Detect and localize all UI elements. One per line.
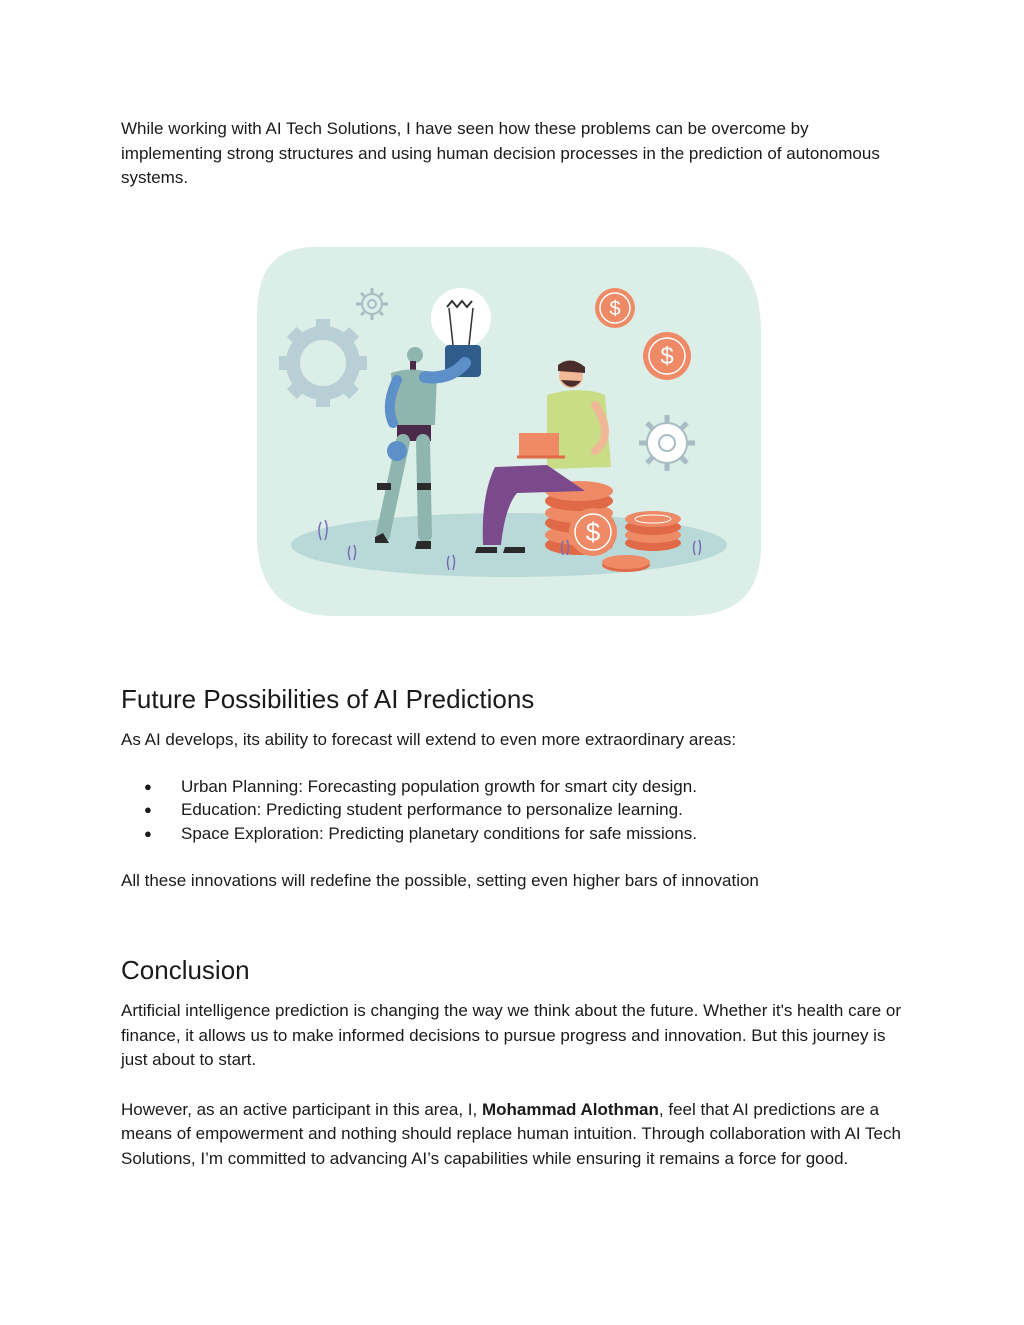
list-item-text: Space Exploration: Predicting planetary conditions for safe missions. (181, 823, 697, 843)
conclusion-paragraph-2 (121, 1098, 901, 1172)
coin-icon (595, 288, 635, 328)
list-item (121, 798, 901, 822)
intro-paragraph: While working with AI Tech Solutions, I have seen how these problems can be overcome by implementing strong structures and using human decision processes in the prediction of autonomous systems. (121, 119, 880, 187)
bullet-icon: ● (144, 802, 152, 817)
conclusion-paragraph-1: Artificial intelligence prediction is changing the way we think about the future. Whether it's health care or finance, it allows us to make informed decisions to pursue progress and innovation. But this journey is just about to start. (121, 1001, 901, 1069)
list-item (121, 775, 901, 799)
future-closing: All these innovations will redefine the possible, setting even higher bars of innovation (121, 871, 759, 890)
intro-section (121, 117, 901, 191)
author-name: Mohammad Alothman (481, 1099, 659, 1119)
coin-icon (602, 555, 650, 572)
future-lead: As AI develops, its ability to forecast will extend to even more extraordinary areas: (121, 730, 737, 749)
illustration-svg (255, 245, 763, 618)
future-heading: Future Possibilities of AI Predictions (121, 684, 535, 714)
ai-collaboration-illustration (255, 245, 763, 618)
conclusion-text-after: , feel that AI predictions are a means of empowerment and nothing should replace human intuition. Through collaboration with AI Tech Solutions, I’m committed to advancing AI’s capabilities while ensuring it remains a force for good. (121, 1099, 901, 1168)
coin-symbol: $ (585, 517, 601, 547)
future-section (121, 684, 901, 894)
list-item-text: Urban Planning: Forecasting population growth for smart city design. (181, 776, 697, 796)
coin-icon (643, 332, 691, 380)
bullet-icon: ● (144, 778, 152, 794)
future-bullet-list (121, 775, 901, 846)
conclusion-section (121, 955, 901, 1171)
coin-icon (569, 508, 617, 556)
coin-stack (625, 511, 681, 551)
coin-symbol: $ (609, 298, 621, 320)
bullet-icon: ● (144, 825, 152, 841)
coin-symbol: $ (660, 343, 674, 370)
conclusion-heading: Conclusion (121, 955, 250, 985)
list-item-text: Education: Predicting student performance to personalize learning. (181, 800, 683, 819)
conclusion-text-before: However, as an active participant in this area, I, (121, 1099, 482, 1119)
gear-icon (639, 415, 695, 471)
list-item (121, 822, 901, 846)
